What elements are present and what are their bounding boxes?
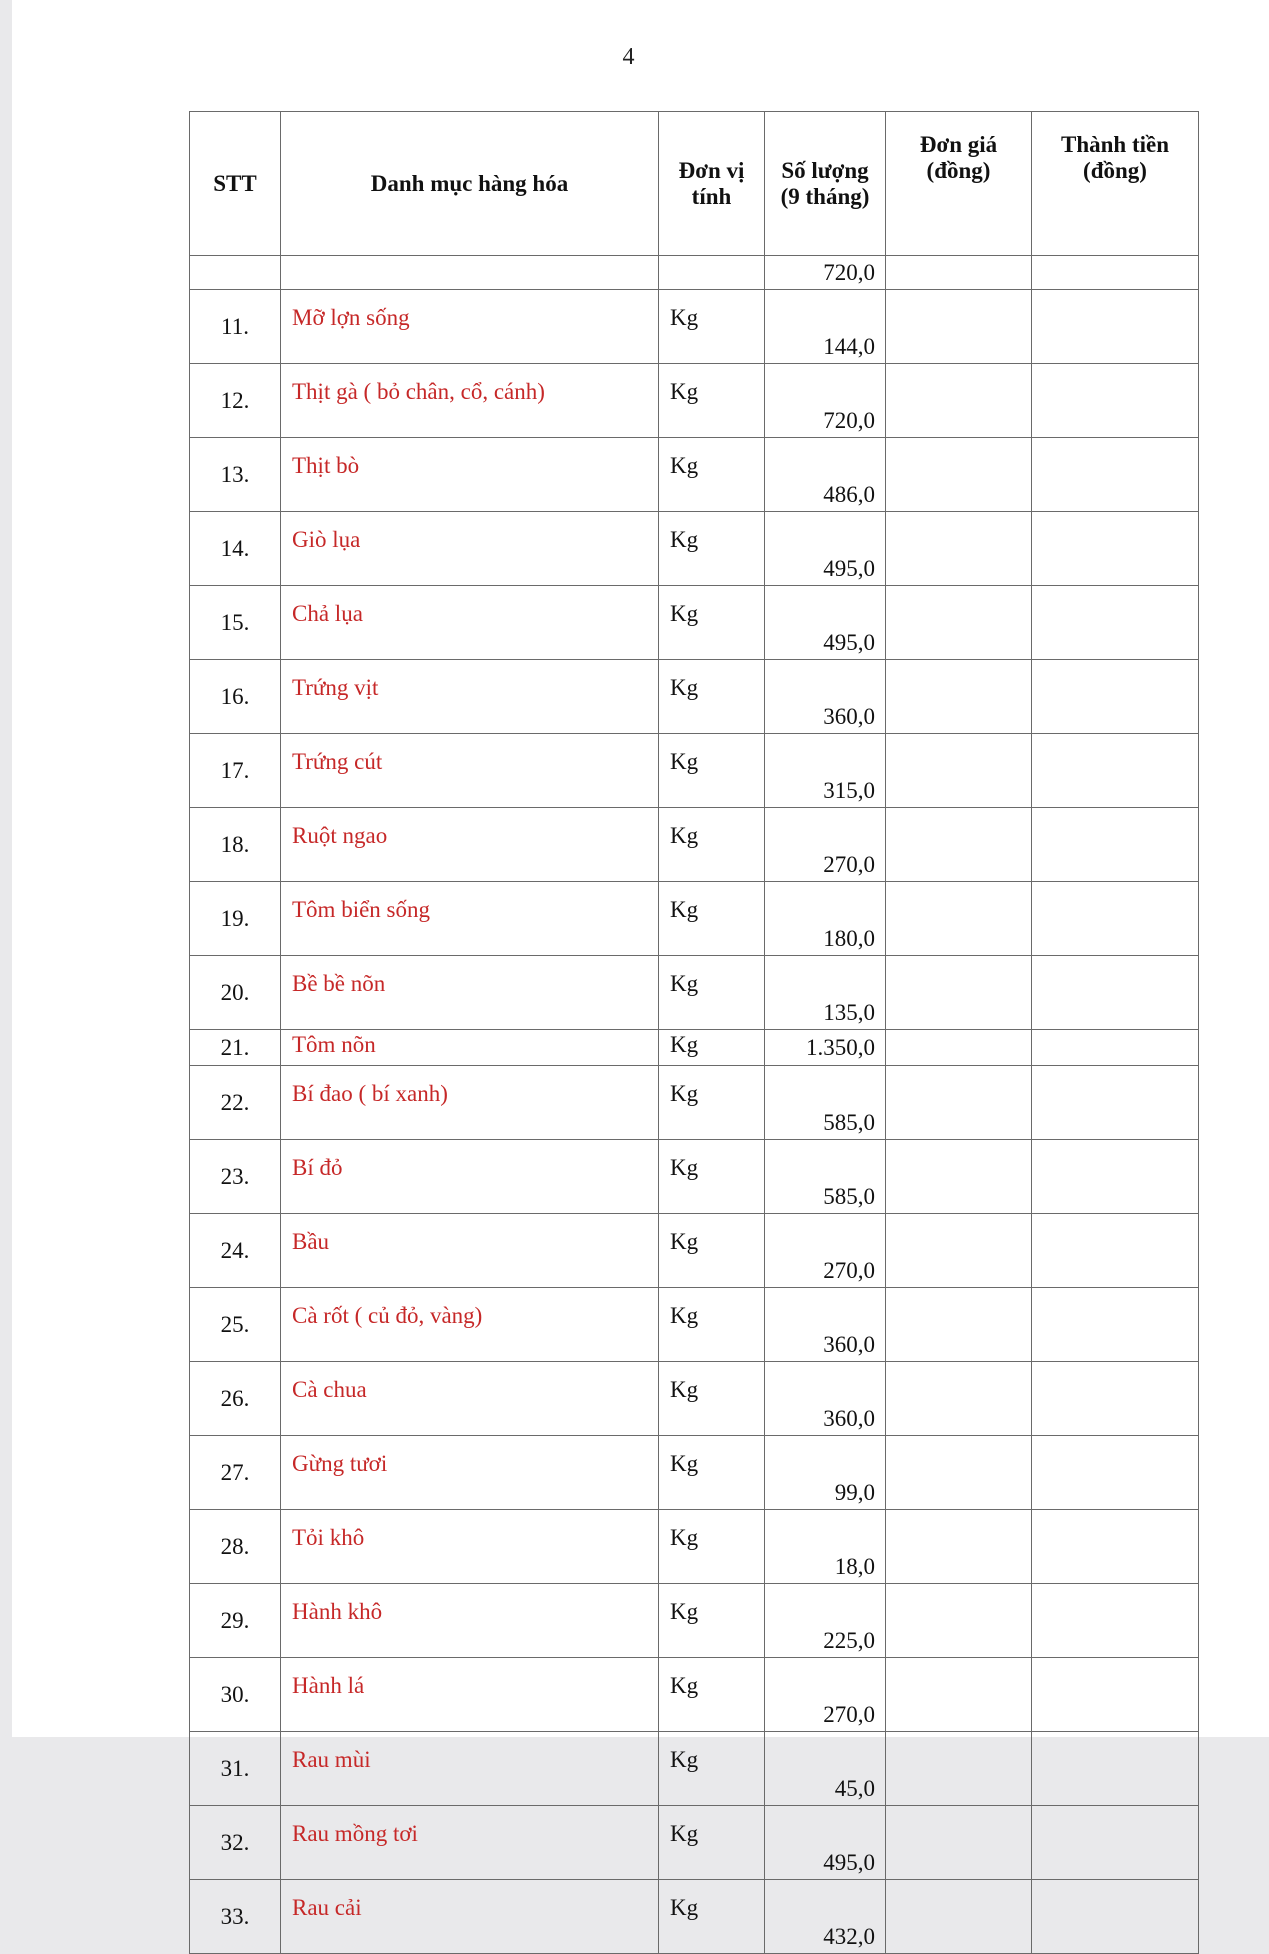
cell-price (886, 1584, 1032, 1658)
cell-name: Thịt gà ( bỏ chân, cổ, cánh) (281, 364, 659, 438)
cell-stt: 19. (190, 882, 281, 956)
cell-price (886, 1880, 1032, 1954)
cell-total (1032, 1806, 1199, 1880)
cell-qty: 45,0 (765, 1732, 886, 1806)
table-row (190, 586, 1199, 660)
cell-unit: Kg (659, 1214, 765, 1288)
table-row (190, 1030, 1199, 1066)
cell-qty: 720,0 (765, 256, 886, 290)
cell-stt: 32. (190, 1806, 281, 1880)
cell-unit: Kg (659, 1880, 765, 1954)
cell-total (1032, 256, 1199, 290)
cell-name: Bí đỏ (281, 1140, 659, 1214)
cell-stt: 28. (190, 1510, 281, 1584)
cell-price (886, 1510, 1032, 1584)
cell-unit: Kg (659, 1584, 765, 1658)
table-row (190, 1510, 1199, 1584)
cell-qty: 432,0 (765, 1880, 886, 1954)
cell-stt: 27. (190, 1436, 281, 1510)
cell-stt: 21. (190, 1030, 281, 1066)
cell-qty: 135,0 (765, 956, 886, 1030)
cell-unit: Kg (659, 1066, 765, 1140)
cell-unit: Kg (659, 1806, 765, 1880)
table-row (190, 1436, 1199, 1510)
cell-qty: 495,0 (765, 586, 886, 660)
cell-stt: 20. (190, 956, 281, 1030)
cell-total (1032, 1584, 1199, 1658)
table-row (190, 808, 1199, 882)
cell-qty: 486,0 (765, 438, 886, 512)
cell-qty: 315,0 (765, 734, 886, 808)
table-row (190, 290, 1199, 364)
cell-price (886, 364, 1032, 438)
cell-name: Chả lụa (281, 586, 659, 660)
cell-stt: 12. (190, 364, 281, 438)
cell-total (1032, 808, 1199, 882)
cell-name: Ruột ngao (281, 808, 659, 882)
cell-qty: 99,0 (765, 1436, 886, 1510)
cell-stt (190, 256, 281, 290)
cell-price (886, 1288, 1032, 1362)
cell-price (886, 1066, 1032, 1140)
cell-total (1032, 1732, 1199, 1806)
cell-name: Bí đao ( bí xanh) (281, 1066, 659, 1140)
cell-qty: 495,0 (765, 512, 886, 586)
cell-price (886, 956, 1032, 1030)
cell-total (1032, 1288, 1199, 1362)
table-row (190, 1214, 1199, 1288)
cell-qty: 360,0 (765, 660, 886, 734)
cell-unit: Kg (659, 1732, 765, 1806)
table-row (190, 438, 1199, 512)
header-unit: Đơn vị tính (659, 112, 765, 256)
cell-name: Rau cải (281, 1880, 659, 1954)
cell-qty: 270,0 (765, 808, 886, 882)
header-name: Danh mục hàng hóa (281, 112, 659, 256)
cell-name: Gừng tươi (281, 1436, 659, 1510)
table-row (190, 1066, 1199, 1140)
cell-name: Tôm biển sống (281, 882, 659, 956)
header-total: Thành tiền (đồng) (1032, 112, 1199, 256)
table-row (190, 364, 1199, 438)
cell-stt: 33. (190, 1880, 281, 1954)
cell-qty: 360,0 (765, 1288, 886, 1362)
cell-stt: 29. (190, 1584, 281, 1658)
document-page (12, 0, 1269, 1949)
cell-price (886, 1436, 1032, 1510)
carry-over-row (190, 256, 1199, 290)
table-row (190, 956, 1199, 1030)
header-stt: STT (190, 112, 281, 256)
header-price: Đơn giá (đồng) (886, 112, 1032, 256)
cell-price (886, 1362, 1032, 1436)
cell-total (1032, 882, 1199, 956)
page-number: 4 (622, 44, 635, 70)
cell-stt: 18. (190, 808, 281, 882)
cell-qty: 225,0 (765, 1584, 886, 1658)
cell-total (1032, 1436, 1199, 1510)
cell-price (886, 512, 1032, 586)
cell-unit: Kg (659, 808, 765, 882)
table-row (190, 882, 1199, 956)
cell-name: Giò lụa (281, 512, 659, 586)
cell-total (1032, 1030, 1199, 1066)
cell-unit: Kg (659, 1510, 765, 1584)
cell-unit: Kg (659, 290, 765, 364)
cell-total (1032, 1214, 1199, 1288)
cell-total (1032, 1140, 1199, 1214)
cell-price (886, 290, 1032, 364)
cell-name: Hành khô (281, 1584, 659, 1658)
cell-total (1032, 1510, 1199, 1584)
cell-stt: 23. (190, 1140, 281, 1214)
cell-total (1032, 364, 1199, 438)
cell-unit: Kg (659, 882, 765, 956)
cell-unit: Kg (659, 1362, 765, 1436)
cell-price (886, 1214, 1032, 1288)
cell-stt: 13. (190, 438, 281, 512)
cell-stt: 26. (190, 1362, 281, 1436)
cell-qty: 495,0 (765, 1806, 886, 1880)
cell-total (1032, 1658, 1199, 1732)
table-row (190, 1880, 1199, 1954)
cell-total (1032, 660, 1199, 734)
cell-name: Rau mùi (281, 1732, 659, 1806)
cell-name: Cà chua (281, 1362, 659, 1436)
cell-unit: Kg (659, 586, 765, 660)
table-row (190, 1140, 1199, 1214)
cell-qty: 585,0 (765, 1140, 886, 1214)
cell-unit: Kg (659, 1436, 765, 1510)
table-row (190, 512, 1199, 586)
cell-name: Mỡ lợn sống (281, 290, 659, 364)
cell-total (1032, 956, 1199, 1030)
table-row (190, 1806, 1199, 1880)
cell-total (1032, 1066, 1199, 1140)
cell-unit (659, 256, 765, 290)
cell-qty: 720,0 (765, 364, 886, 438)
cell-stt: 25. (190, 1288, 281, 1362)
header-qty: Số lượng (9 tháng) (765, 112, 886, 256)
cell-name: Tỏi khô (281, 1510, 659, 1584)
cell-name: Tôm nõn (281, 1030, 659, 1066)
cell-price (886, 438, 1032, 512)
cell-total (1032, 512, 1199, 586)
cell-name: Bề bề nõn (281, 956, 659, 1030)
cell-unit: Kg (659, 660, 765, 734)
cell-total (1032, 734, 1199, 808)
cell-unit: Kg (659, 1658, 765, 1732)
cell-qty: 360,0 (765, 1362, 886, 1436)
cell-price (886, 882, 1032, 956)
cell-total (1032, 586, 1199, 660)
table-row (190, 1288, 1199, 1362)
cell-qty: 180,0 (765, 882, 886, 956)
cell-stt: 30. (190, 1658, 281, 1732)
cell-price (886, 1658, 1032, 1732)
cell-stt: 31. (190, 1732, 281, 1806)
cell-qty: 18,0 (765, 1510, 886, 1584)
cell-price (886, 1732, 1032, 1806)
cell-name (281, 256, 659, 290)
cell-price (886, 734, 1032, 808)
cell-name: Hành lá (281, 1658, 659, 1732)
cell-name: Trứng cút (281, 734, 659, 808)
table-row (190, 1584, 1199, 1658)
cell-price (886, 586, 1032, 660)
cell-unit: Kg (659, 1030, 765, 1066)
cell-total (1032, 438, 1199, 512)
cell-qty: 1.350,0 (765, 1030, 886, 1066)
cell-price (886, 1030, 1032, 1066)
cell-qty: 144,0 (765, 290, 886, 364)
cell-stt: 24. (190, 1214, 281, 1288)
cell-price (886, 1140, 1032, 1214)
cell-unit: Kg (659, 438, 765, 512)
table-row (190, 734, 1199, 808)
cell-name: Bầu (281, 1214, 659, 1288)
cell-stt: 17. (190, 734, 281, 808)
goods-table (189, 111, 1199, 1954)
cell-unit: Kg (659, 956, 765, 1030)
cell-unit: Kg (659, 512, 765, 586)
cell-price (886, 1806, 1032, 1880)
cell-unit: Kg (659, 364, 765, 438)
cell-stt: 15. (190, 586, 281, 660)
cell-total (1032, 1880, 1199, 1954)
cell-qty: 585,0 (765, 1066, 886, 1140)
cell-stt: 11. (190, 290, 281, 364)
table-header-row (190, 112, 1199, 256)
cell-name: Rau mồng tơi (281, 1806, 659, 1880)
cell-stt: 22. (190, 1066, 281, 1140)
cell-name: Trứng vịt (281, 660, 659, 734)
cell-price (886, 256, 1032, 290)
table-row (190, 660, 1199, 734)
cell-stt: 14. (190, 512, 281, 586)
cell-unit: Kg (659, 1140, 765, 1214)
cell-stt: 16. (190, 660, 281, 734)
cell-name: Cà rốt ( củ đỏ, vàng) (281, 1288, 659, 1362)
cell-qty: 270,0 (765, 1214, 886, 1288)
cell-name: Thịt bò (281, 438, 659, 512)
table-row (190, 1732, 1199, 1806)
cell-total (1032, 290, 1199, 364)
cell-qty: 270,0 (765, 1658, 886, 1732)
cell-total (1032, 1362, 1199, 1436)
cell-unit: Kg (659, 734, 765, 808)
cell-price (886, 808, 1032, 882)
table-row (190, 1658, 1199, 1732)
table-row (190, 1362, 1199, 1436)
cell-unit: Kg (659, 1288, 765, 1362)
cell-price (886, 660, 1032, 734)
